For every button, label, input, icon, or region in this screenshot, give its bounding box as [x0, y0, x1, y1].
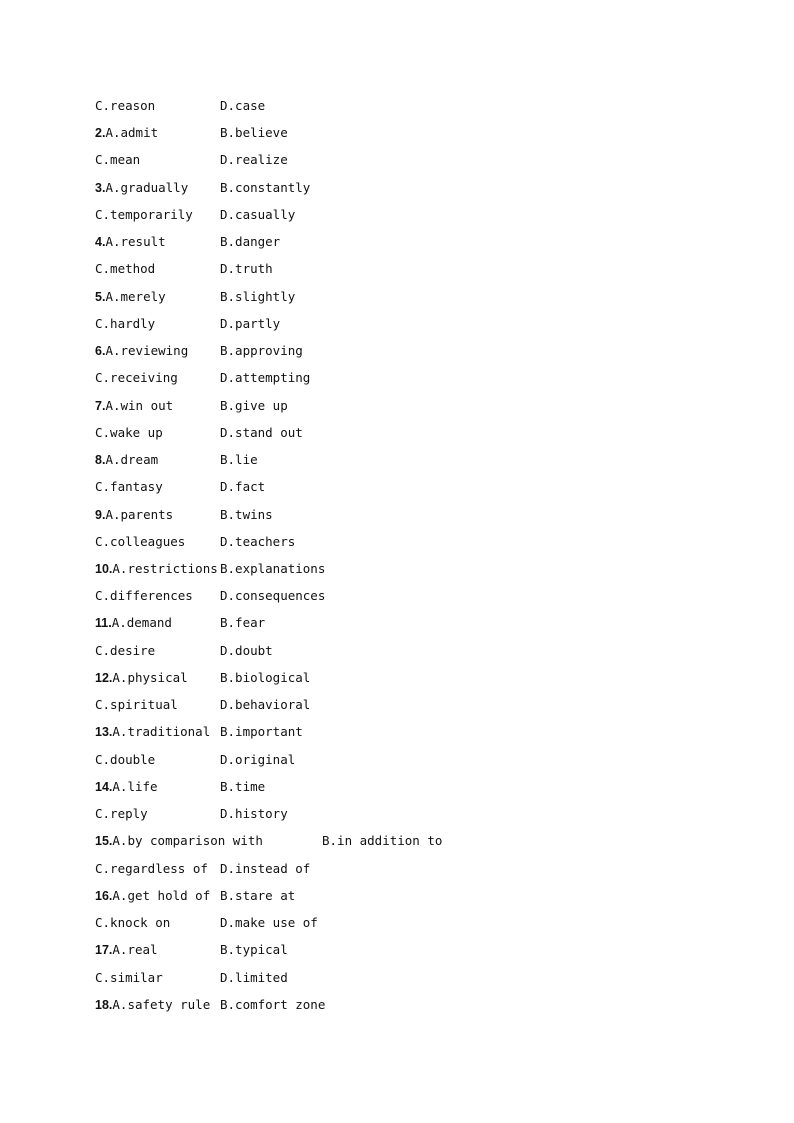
option-left: [95, 968, 163, 988]
option-right: D.history: [220, 806, 288, 822]
option-row: [95, 368, 715, 395]
option-right: D.realize: [220, 152, 288, 168]
option-text: A.parents: [105, 506, 174, 522]
option-text: C.double: [95, 751, 156, 767]
option-right: D.fact: [220, 479, 266, 495]
option-row: [95, 940, 715, 967]
option-left: [95, 995, 210, 1015]
option-left: [95, 750, 155, 770]
option-right: B.believe: [220, 125, 288, 141]
option-text: A.result: [105, 234, 166, 250]
answer-options-list: [95, 96, 715, 1022]
option-right: B.explanations: [220, 560, 326, 576]
option-left: [95, 259, 155, 279]
option-left: [95, 287, 166, 307]
option-left: [95, 368, 178, 388]
option-right: D.partly: [220, 315, 281, 331]
option-left: [95, 559, 218, 579]
option-row: [95, 777, 715, 804]
option-row: [95, 150, 715, 177]
question-number: 2.: [95, 126, 106, 141]
question-number: 10.: [95, 561, 113, 576]
option-text: A.reviewing: [105, 343, 189, 359]
option-text: C.colleagues: [95, 533, 186, 549]
option-right: D.consequences: [220, 588, 326, 604]
option-row: [95, 505, 715, 532]
option-text: A.traditional: [112, 724, 211, 740]
option-row: [95, 532, 715, 559]
option-right: D.doubt: [220, 642, 273, 658]
question-number: 9.: [95, 507, 106, 522]
option-row: [95, 396, 715, 423]
option-left: [95, 96, 155, 116]
option-right: D.make use of: [220, 915, 318, 931]
option-left: [95, 341, 188, 361]
option-left: [95, 586, 193, 606]
option-left: [95, 831, 263, 851]
option-right: B.biological: [220, 669, 311, 685]
option-text: C.mean: [95, 152, 141, 168]
option-row: [95, 913, 715, 940]
option-row: [95, 314, 715, 341]
option-left: [95, 613, 172, 633]
question-number: 12.: [95, 670, 113, 685]
question-number: 16.: [95, 888, 113, 903]
option-left: [95, 178, 188, 198]
option-row: [95, 341, 715, 368]
option-row: [95, 695, 715, 722]
option-text: C.method: [95, 261, 156, 277]
option-text: C.hardly: [95, 315, 156, 331]
option-right: D.stand out: [220, 424, 303, 440]
option-text: A.dream: [105, 452, 159, 468]
question-number: 17.: [95, 943, 113, 958]
option-left: [95, 205, 193, 225]
option-row: [95, 559, 715, 586]
option-left: [95, 695, 178, 715]
option-left: [95, 314, 155, 334]
option-text: C.similar: [95, 969, 163, 985]
option-row: [95, 450, 715, 477]
option-right: B.twins: [220, 506, 273, 522]
option-left: [95, 396, 173, 416]
option-text: A.admit: [105, 125, 159, 141]
option-text: A.get hold of: [112, 887, 211, 903]
option-left: [95, 668, 188, 688]
option-right: B.time: [220, 778, 266, 794]
option-left: [95, 777, 158, 797]
option-right: B.give up: [220, 397, 288, 413]
option-row: [95, 423, 715, 450]
option-row: [95, 613, 715, 640]
option-row: [95, 96, 715, 123]
option-row: [95, 287, 715, 314]
question-number: 5.: [95, 289, 106, 304]
option-text: A.by comparison with: [112, 833, 263, 849]
option-text: A.physical: [112, 669, 188, 685]
option-right: D.attempting: [220, 370, 311, 386]
option-row: [95, 232, 715, 259]
question-number: 13.: [95, 725, 113, 740]
option-row: [95, 831, 715, 858]
option-text: C.wake up: [95, 424, 163, 440]
question-number: 3.: [95, 180, 106, 195]
option-text: C.regardless of: [95, 860, 208, 876]
option-left: [95, 423, 163, 443]
option-left: [95, 940, 158, 960]
option-row: [95, 750, 715, 777]
option-right: D.limited: [220, 969, 288, 985]
option-right: B.typical: [220, 942, 288, 958]
option-left: [95, 123, 158, 143]
option-right: B.approving: [220, 343, 303, 359]
option-row: [95, 804, 715, 831]
option-text: C.receiving: [95, 370, 178, 386]
option-right: D.truth: [220, 261, 273, 277]
option-text: C.reason: [95, 98, 156, 113]
option-row: [95, 886, 715, 913]
option-right: D.instead of: [220, 860, 311, 876]
option-left: [95, 450, 158, 470]
option-row: [95, 859, 715, 886]
option-row: [95, 968, 715, 995]
question-number: 11.: [95, 616, 112, 631]
option-left: [95, 150, 140, 170]
question-number: 18.: [95, 997, 113, 1012]
option-left: [95, 505, 173, 525]
option-left: [95, 804, 148, 824]
option-right: B.lie: [220, 452, 258, 468]
option-right: B.comfort zone: [220, 996, 326, 1012]
option-row: [95, 722, 715, 749]
option-text: C.differences: [95, 588, 193, 604]
question-number: 15.: [95, 834, 113, 849]
option-text: C.reply: [95, 806, 148, 822]
question-number: 8.: [95, 453, 106, 468]
question-number: 6.: [95, 344, 106, 359]
option-left: [95, 232, 166, 252]
option-row: [95, 123, 715, 150]
option-right: D.original: [220, 751, 296, 767]
option-text: C.spiritual: [95, 697, 178, 713]
option-row: [95, 477, 715, 504]
option-left: [95, 913, 170, 933]
option-right: B.fear: [220, 615, 266, 631]
option-row: [95, 586, 715, 613]
question-number: 4.: [95, 235, 106, 250]
option-row: [95, 205, 715, 232]
option-right: B.slightly: [220, 288, 296, 304]
option-right: D.teachers: [220, 533, 296, 549]
option-text: A.demand: [111, 615, 172, 631]
option-text: A.real: [112, 942, 158, 958]
option-left: [95, 477, 163, 497]
option-left: [95, 859, 208, 879]
option-right: B.danger: [220, 234, 281, 250]
option-row: [95, 995, 715, 1022]
option-right: B.constantly: [220, 179, 311, 195]
option-text: C.desire: [95, 642, 156, 658]
option-row: [95, 259, 715, 286]
option-left: [95, 532, 185, 552]
option-text: C.knock on: [95, 915, 171, 931]
option-text: A.merely: [105, 288, 166, 304]
option-left: [95, 886, 210, 906]
option-text: A.restrictions: [112, 560, 218, 576]
option-row: [95, 178, 715, 205]
option-right: D.casually: [220, 206, 296, 222]
option-right: D.case: [220, 98, 266, 113]
option-text: A.gradually: [105, 179, 189, 195]
option-left: [95, 722, 210, 742]
option-row: [95, 668, 715, 695]
question-number: 14.: [95, 779, 113, 794]
question-number: 7.: [95, 398, 106, 413]
option-right: B.in addition to: [322, 833, 443, 849]
option-right: B.important: [220, 724, 303, 740]
option-text: A.win out: [105, 397, 174, 413]
option-row: [95, 641, 715, 668]
option-right: B.stare at: [220, 887, 296, 903]
option-text: C.fantasy: [95, 479, 163, 495]
option-text: C.temporarily: [95, 206, 193, 222]
option-text: A.safety rule: [112, 996, 211, 1012]
option-left: [95, 641, 155, 661]
option-right: D.behavioral: [220, 697, 311, 713]
option-text: A.life: [112, 778, 158, 794]
